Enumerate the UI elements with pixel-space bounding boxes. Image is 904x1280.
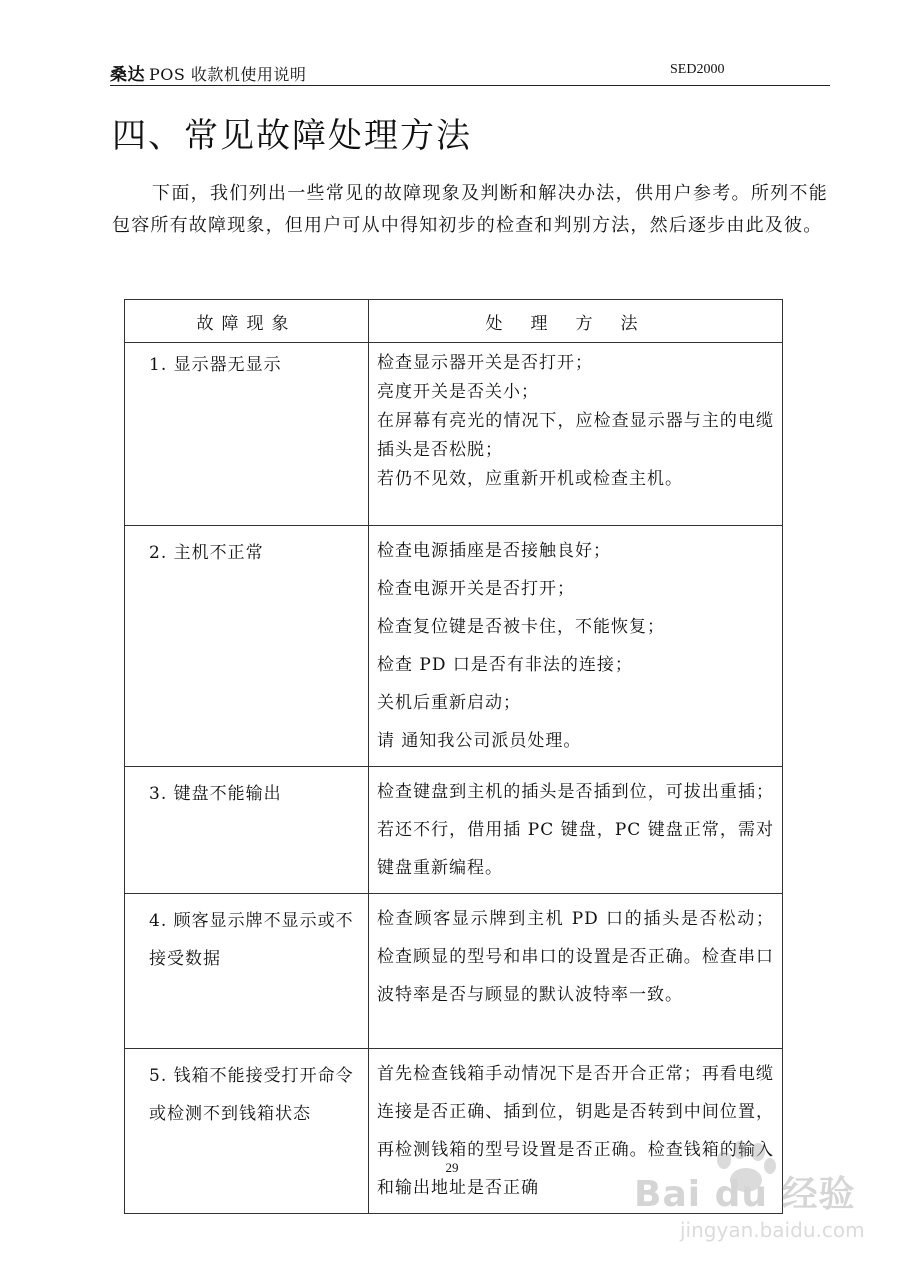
- table-row: [125, 894, 783, 1049]
- header-doc-title: POS 收款机使用说明: [149, 65, 307, 84]
- table-row: [125, 343, 783, 526]
- section-title: 四、常见故障处理方法: [112, 116, 472, 156]
- method-line: 检查 PD 口是否有非法的连接；: [377, 655, 633, 675]
- header-divider: [110, 85, 830, 86]
- symptom-cell: 2. 主机不正常: [125, 526, 369, 767]
- symptom-cell: 3. 键盘不能输出: [125, 767, 369, 894]
- table-row: [125, 767, 783, 894]
- header-brand: 桑达: [110, 65, 145, 85]
- column-header-symptom: 故障现象: [125, 300, 369, 343]
- method-line: 检查电源开关是否打开；: [377, 579, 575, 599]
- table-header-row: [125, 300, 783, 343]
- symptom-cell: 5. 钱箱不能接受打开命令或检测不到钱箱状态: [125, 1049, 369, 1214]
- page-number: 29: [445, 1160, 459, 1175]
- header-model: SED2000: [670, 62, 725, 77]
- method-cell: [369, 526, 783, 767]
- method-line: 若仍不见效，应重新开机或检查主机。: [377, 469, 683, 489]
- symptom-cell: 4. 顾客显示牌不显示或不接受数据: [125, 894, 369, 1049]
- table-row: [125, 526, 783, 767]
- method-line: 在屏幕有亮光的情况下，应检查显示器与主的电缆插头是否松脱；: [377, 411, 774, 460]
- method-line: 检查顾客显示牌到主机 PD 口的插头是否松动；检查顾显的型号和串口的设置是否正确。检查串口波特率是否与顾显的默认波特率一致。: [377, 909, 774, 1005]
- fault-table: [124, 299, 783, 1214]
- intro-paragraph: 下面，我们列出一些常见的故障现象及判断和解决办法，供用户参考。所列不能包容所有故障现象，但用户可从中得知初步的检查和判别方法，然后逐步由此及彼。: [112, 183, 828, 236]
- method-line: 关机后重新启动；: [377, 693, 521, 713]
- method-line: 检查键盘到主机的插头是否插到位，可拔出重插；若还不行，借用插 PC 键盘，PC 键盘正常，需对键盘重新编程。: [377, 782, 774, 878]
- method-cell: [369, 343, 783, 526]
- method-cell: [369, 767, 783, 894]
- method-line: 亮度开关是否关小；: [377, 382, 539, 402]
- method-line: 检查复位键是否被卡住，不能恢复；: [377, 617, 665, 637]
- column-header-method: 处理方法: [369, 300, 783, 343]
- method-line: 检查显示器开关是否打开；: [377, 353, 593, 373]
- watermark-url: jingyan.baidu.com: [680, 1218, 865, 1242]
- baidu-watermark: [630, 1140, 890, 1250]
- watermark-logo: Bai du 经验: [634, 1174, 856, 1215]
- method-line: 首先检查钱箱手动情况下是否开合正常；再看电缆连接是否正确、插到位，钥匙是否转到中间位置，再检测钱箱的型号设置是否正确。检查钱箱的输入和输出地址是否正确: [377, 1064, 774, 1198]
- method-line: 请 通知我公司派员处理。: [377, 731, 582, 751]
- symptom-cell: 1. 显示器无显示: [125, 343, 369, 526]
- method-line: 检查电源插座是否接触良好；: [377, 541, 611, 561]
- header-title: [110, 60, 306, 85]
- page-header: [110, 58, 830, 86]
- method-cell: [369, 894, 783, 1049]
